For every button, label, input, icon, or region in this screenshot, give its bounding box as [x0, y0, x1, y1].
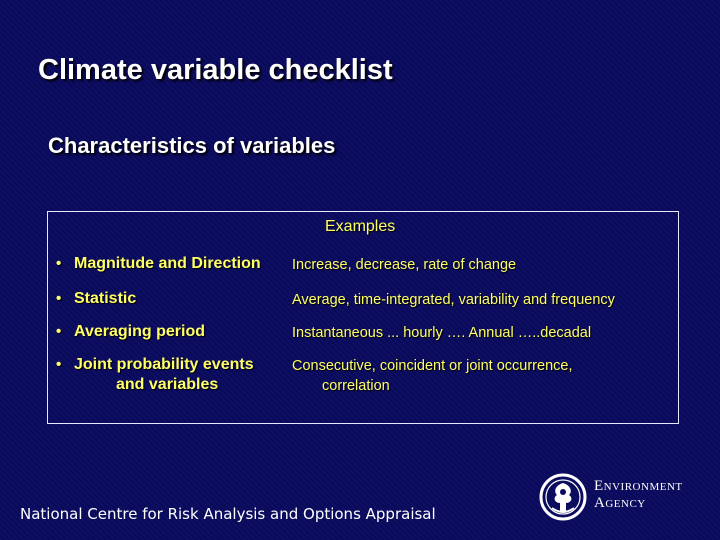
- row-example: [292, 292, 615, 308]
- row-example-text: Instantaneous ... hourly …. Annual …..decadal: [292, 325, 592, 341]
- footer-text: National Centre for Risk Analysis and Options Appraisal: [20, 505, 436, 523]
- slide-title: Climate variable checklist: [38, 54, 393, 86]
- row-label-text-line2: and variables: [116, 376, 219, 393]
- row-example: [292, 358, 572, 394]
- row-label: [74, 255, 261, 273]
- bullet-icon: •: [56, 356, 62, 373]
- logo-line2: Agency: [594, 495, 646, 511]
- row-label-text: Joint probability events: [74, 356, 254, 373]
- row-example-text: Average, time-integrated, variability and frequency: [292, 292, 615, 308]
- environment-agency-logo-icon: [538, 472, 588, 522]
- row-label: [74, 290, 136, 308]
- environment-agency-logo: [536, 470, 716, 526]
- bullet-icon: •: [56, 290, 62, 307]
- row-example-text: Increase, decrease, rate of change: [292, 257, 517, 273]
- row-example-text: Consecutive, coincident or joint occurrence,: [292, 358, 573, 374]
- row-example-text-line2: correlation: [322, 378, 390, 394]
- bullet-icon: •: [56, 323, 62, 340]
- logo-line1: Environment: [594, 478, 683, 494]
- slide-subtitle: Characteristics of variables: [48, 133, 336, 158]
- row-label-text: Averaging period: [74, 323, 205, 340]
- logo-text: [594, 478, 683, 512]
- row-example: [292, 257, 516, 273]
- examples-header: Examples: [325, 218, 396, 235]
- row-label-text: Statistic: [74, 290, 137, 307]
- row-example: [292, 325, 591, 341]
- row-label: [74, 356, 254, 394]
- row-label-text: Magnitude and Direction: [74, 255, 261, 272]
- row-label: [74, 323, 205, 341]
- bullet-icon: •: [56, 255, 62, 272]
